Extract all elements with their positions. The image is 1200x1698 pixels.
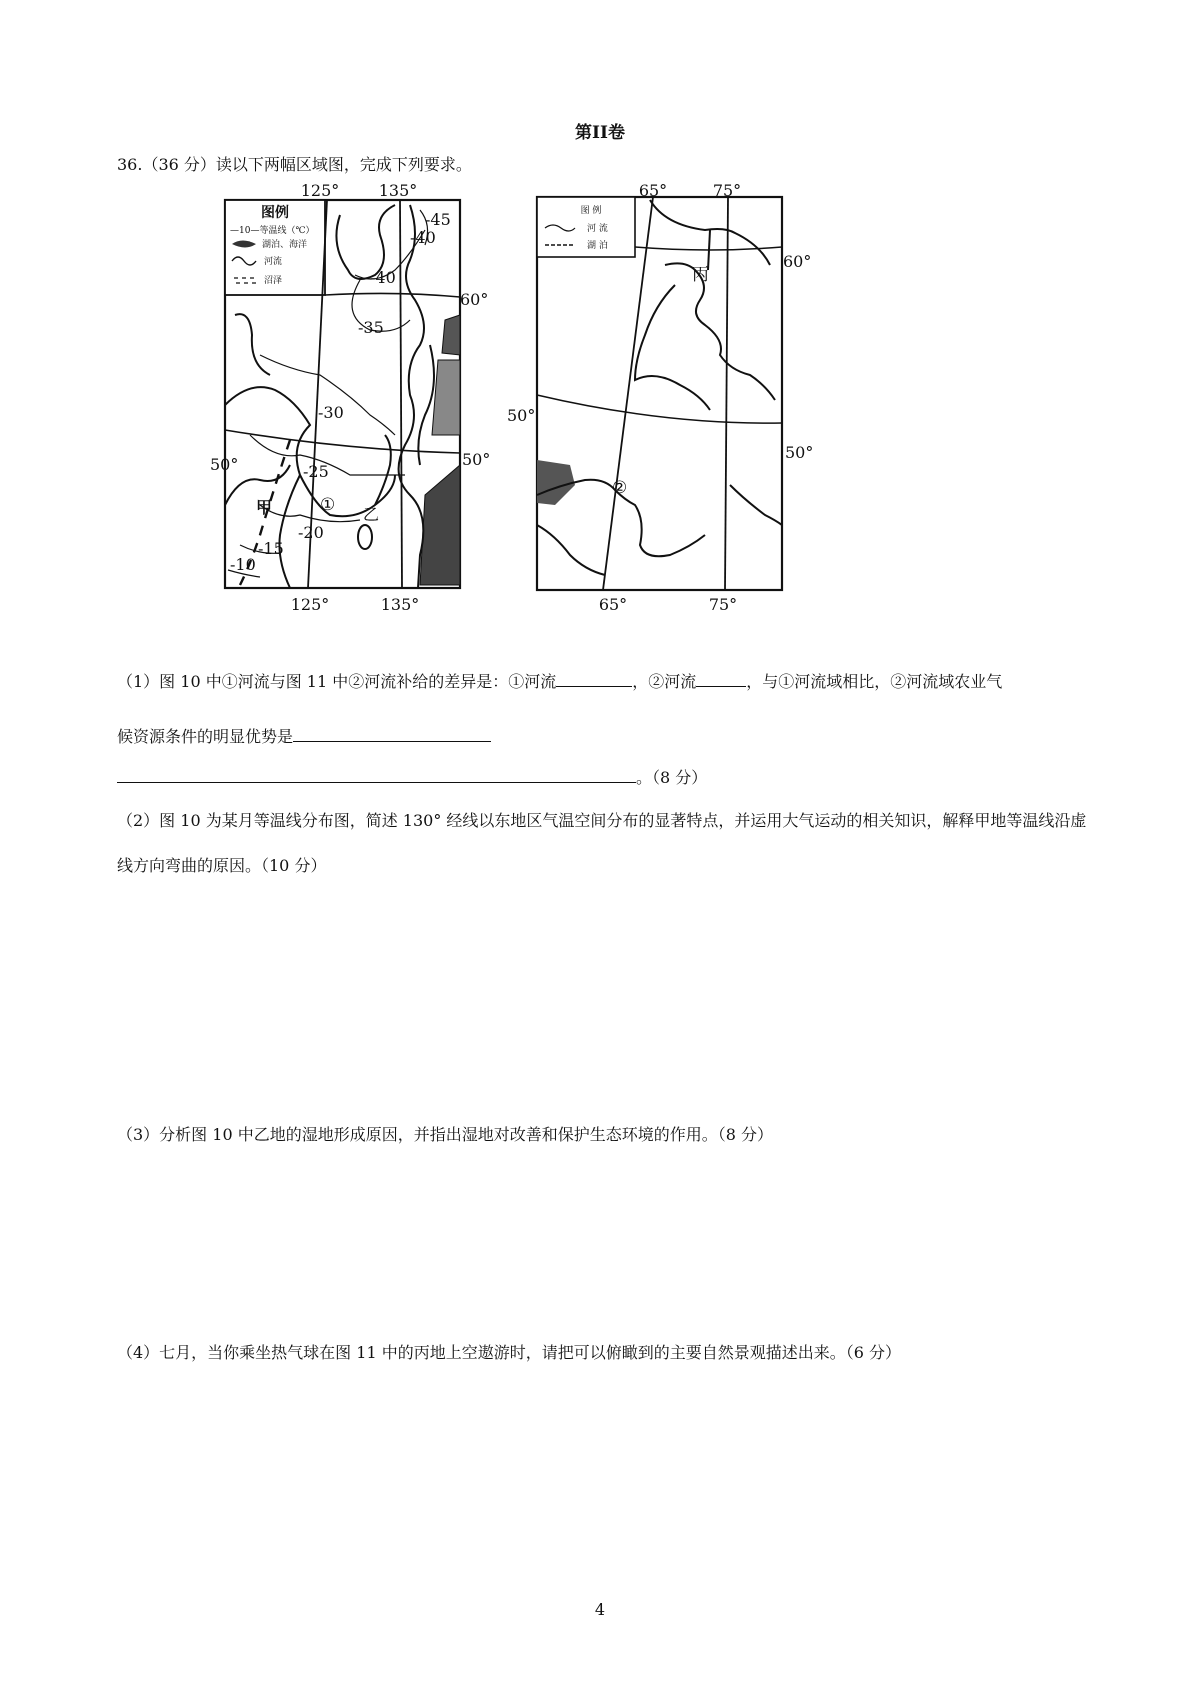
legend-title: 图例 — [261, 205, 289, 221]
meridian-75 — [725, 197, 728, 590]
parallel-50 — [537, 395, 782, 423]
page-number: 4 — [594, 1600, 606, 1619]
legend-river: 河 流 — [587, 224, 608, 234]
answer-blank-2[interactable] — [696, 671, 746, 687]
q1-text-d: 候资源条件的明显优势是 — [117, 727, 294, 746]
parallel-60 — [325, 293, 460, 297]
lat-label: 50° — [507, 406, 536, 425]
legend-swamp: 沼泽 — [264, 276, 283, 286]
lon-label: 125° — [300, 181, 340, 200]
lake-icon — [358, 525, 372, 549]
lon-label: 135° — [380, 595, 420, 614]
q1-text-a: （1）图 10 中①河流与图 11 中②河流补给的差异是：①河流 — [117, 672, 557, 691]
q1-text-c: ，与①河流域相比，②河流域农业气 — [746, 672, 1003, 691]
q1-text-tail: 。（8 分） — [636, 768, 708, 787]
meridian-135 — [400, 200, 402, 588]
lon-label: 135° — [378, 181, 418, 200]
question-1-tail — [117, 765, 707, 788]
question-4: （4）七月，当你乘坐热气球在图 11 中的丙地上空遨游时，请把可以俯瞰到的主要自然景观描述出来。（6 分） — [117, 1343, 901, 1362]
isotherm-label: -30 — [318, 403, 344, 422]
section-title: 第II卷 — [575, 123, 625, 143]
isotherm-label: -25 — [303, 462, 329, 481]
lat-label: 50° — [210, 455, 239, 474]
river-marker-1: ① — [320, 495, 336, 515]
lat-label: 60° — [783, 252, 812, 271]
isotherm-label: -20 — [298, 523, 324, 542]
answer-blank-1[interactable] — [556, 671, 632, 687]
lake-area — [537, 460, 575, 505]
legend-title: 图 例 — [580, 206, 602, 216]
legend-lake: 湖泊、海洋 — [262, 240, 308, 250]
isotherm-label: -40 — [370, 268, 396, 287]
place-label-yi: 乙 — [363, 505, 380, 524]
river-marker-2: ② — [612, 478, 628, 498]
map-figure-11 — [495, 175, 855, 625]
parallel-50 — [225, 430, 460, 453]
lat-label: 50° — [462, 450, 491, 469]
lat-label: 60° — [460, 290, 489, 309]
map-figure-10 — [180, 175, 510, 625]
lon-label: 125° — [290, 595, 330, 614]
question-1-cont — [117, 724, 491, 747]
question-3: （3）分析图 10 中乙地的湿地形成原因，并指出湿地对改善和保护生态环境的作用。（8 分） — [117, 1125, 773, 1144]
lon-label: 75° — [712, 181, 742, 200]
sea-area — [420, 315, 460, 585]
map-legend — [225, 200, 325, 295]
answer-blank-4[interactable] — [117, 767, 636, 783]
lon-label: 65° — [598, 595, 628, 614]
place-label-jia: 甲 — [256, 498, 273, 517]
isotherm-label: -45 — [425, 210, 451, 229]
isotherm-label: -10 — [230, 555, 256, 574]
place-label-bing: 丙 — [692, 265, 709, 285]
lat-label: 50° — [785, 443, 814, 462]
legend-isotherm: —10—等温线（℃） — [230, 226, 315, 236]
isotherm-label: -15 — [258, 539, 284, 558]
lon-label: 75° — [708, 595, 738, 614]
map-legend — [537, 197, 635, 257]
q1-text-b: ，②河流 — [632, 672, 697, 691]
lon-label: 65° — [638, 181, 668, 200]
question-1 — [117, 669, 1002, 692]
legend-lake: 湖 泊 — [587, 241, 608, 251]
question-36-intro: 36.（36 分）读以下两幅区域图，完成下列要求。 — [117, 155, 472, 174]
answer-blank-3[interactable] — [293, 726, 491, 742]
question-2: （2）图 10 为某月等温线分布图，简述 130° 经线以东地区气温空间分布的显著特点，并运用大气运动的相关知识，解释甲地等温线沿虚线方向弯曲的原因。（10 分） — [117, 811, 1087, 875]
isotherm-label: -35 — [358, 318, 384, 337]
isotherm-label: -40 — [410, 228, 436, 247]
legend-river: 河流 — [264, 257, 283, 267]
